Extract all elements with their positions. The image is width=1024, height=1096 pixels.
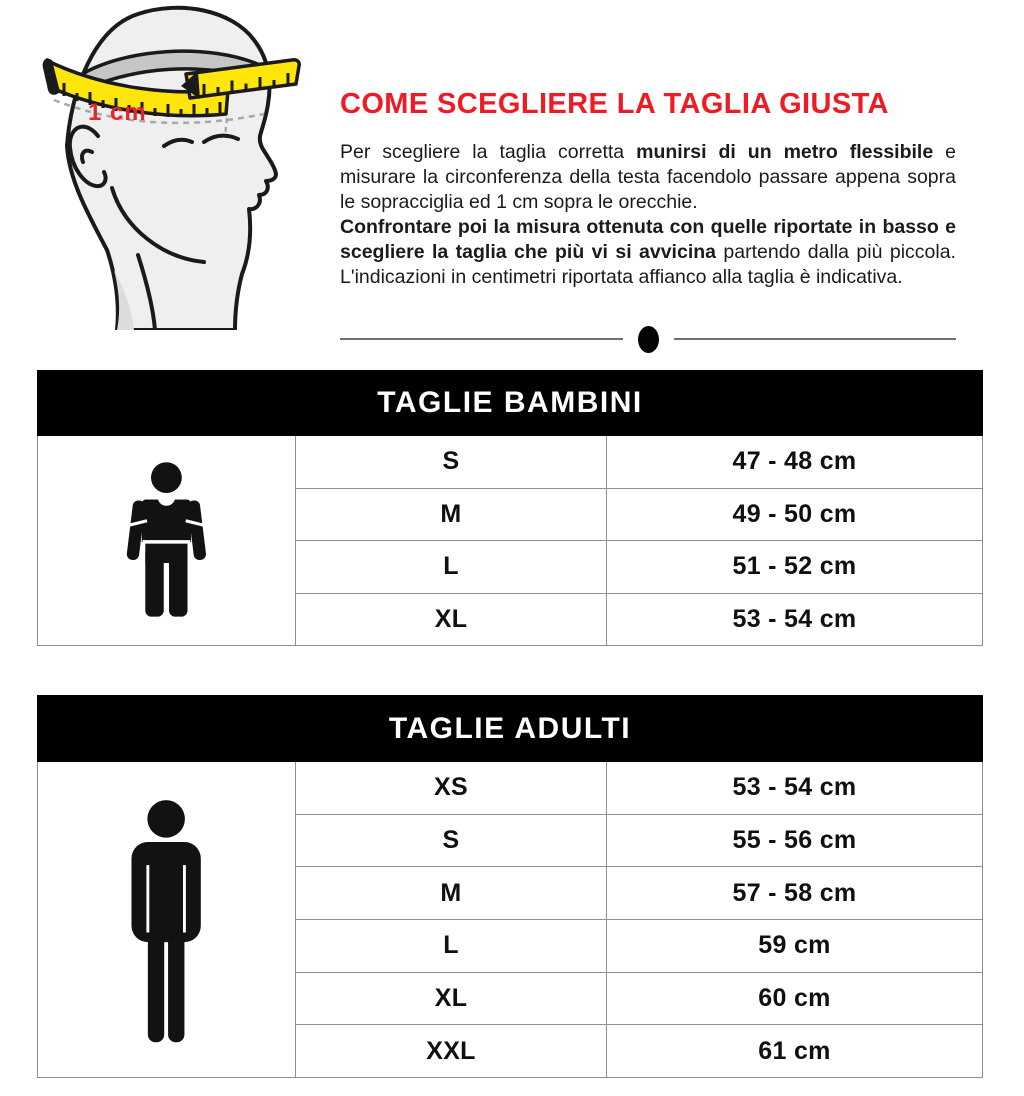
table-row — [296, 973, 982, 1026]
table-title: TAGLIE ADULTI — [37, 695, 983, 762]
adult-figure-icon — [118, 790, 214, 1050]
intro-text-bold: munirsi di un metro flessibile — [636, 141, 934, 163]
adult-size-table — [37, 695, 983, 1078]
intro-paragraph — [340, 215, 956, 290]
table-body — [37, 762, 983, 1078]
table-body — [37, 436, 983, 646]
icon-cell — [38, 762, 296, 1077]
measure-cell: 61 cm — [758, 1036, 831, 1065]
measure-cell: 55 - 56 cm — [732, 826, 857, 854]
intro-section — [340, 88, 956, 290]
table-rows — [296, 762, 982, 1077]
head-measurement-illustration — [20, 0, 330, 330]
intro-paragraph — [340, 140, 956, 215]
child-figure-icon — [118, 453, 215, 629]
table-row — [296, 762, 982, 815]
icon-cell — [38, 436, 296, 645]
children-size-table — [37, 370, 983, 646]
size-cell: L — [296, 920, 607, 972]
measure-cell: 51 - 52 cm — [732, 552, 857, 581]
table-row — [296, 594, 982, 646]
size-cell: XL — [296, 973, 607, 1025]
size-cell: M — [296, 867, 607, 919]
table-title: TAGLIE BAMBINI — [37, 370, 983, 436]
table-row — [296, 1025, 982, 1077]
head-illustration-svg — [20, 0, 330, 330]
size-cell: S — [296, 815, 607, 867]
intro-text-bold: Confrontare poi la misura ottenuta con quelle riportate in basso e scegliere la taglia che più vi si avvicina — [340, 216, 956, 263]
table-row — [296, 867, 982, 920]
table-row — [296, 815, 982, 868]
table-row — [296, 541, 982, 594]
divider-line-right — [674, 338, 957, 340]
size-cell: M — [296, 489, 607, 541]
table-row — [296, 920, 982, 973]
measure-cell: 60 cm — [758, 984, 831, 1013]
intro-text: partendo dalla più piccola. L'indicazioni in centimetri riportata affianco alla taglia è indicativa. — [340, 241, 956, 288]
intro-text: e misurare la circonferenza della testa facendolo passare appena sopra le sopracciglia ed 1 cm sopra le orecchie. — [340, 141, 956, 213]
size-cell: XS — [296, 762, 607, 814]
measure-cell: 53 - 54 cm — [732, 773, 857, 802]
size-cell: S — [296, 436, 607, 488]
size-cell: XXL — [296, 1025, 607, 1077]
measure-cell: 53 - 54 cm — [732, 604, 857, 633]
size-cell: L — [296, 541, 607, 593]
measure-cell: 59 cm — [758, 931, 831, 960]
table-row — [296, 489, 982, 542]
one-cm-label: 1 cm — [88, 99, 147, 126]
table-rows — [296, 436, 982, 645]
intro-paragraphs — [340, 140, 956, 290]
intro-text: Per scegliere la taglia corretta — [340, 141, 637, 163]
measure-cell: 57 - 58 cm — [732, 878, 857, 907]
section-divider — [340, 324, 956, 354]
divider-line-left — [340, 338, 623, 340]
measure-cell: 49 - 50 cm — [732, 499, 857, 528]
divider-dot-icon — [638, 326, 659, 353]
table-row — [296, 436, 982, 489]
measure-cell: 47 - 48 cm — [732, 447, 857, 476]
page-title: COME SCEGLIERE LA TAGLIA GIUSTA — [340, 88, 889, 120]
size-cell: XL — [296, 594, 607, 646]
